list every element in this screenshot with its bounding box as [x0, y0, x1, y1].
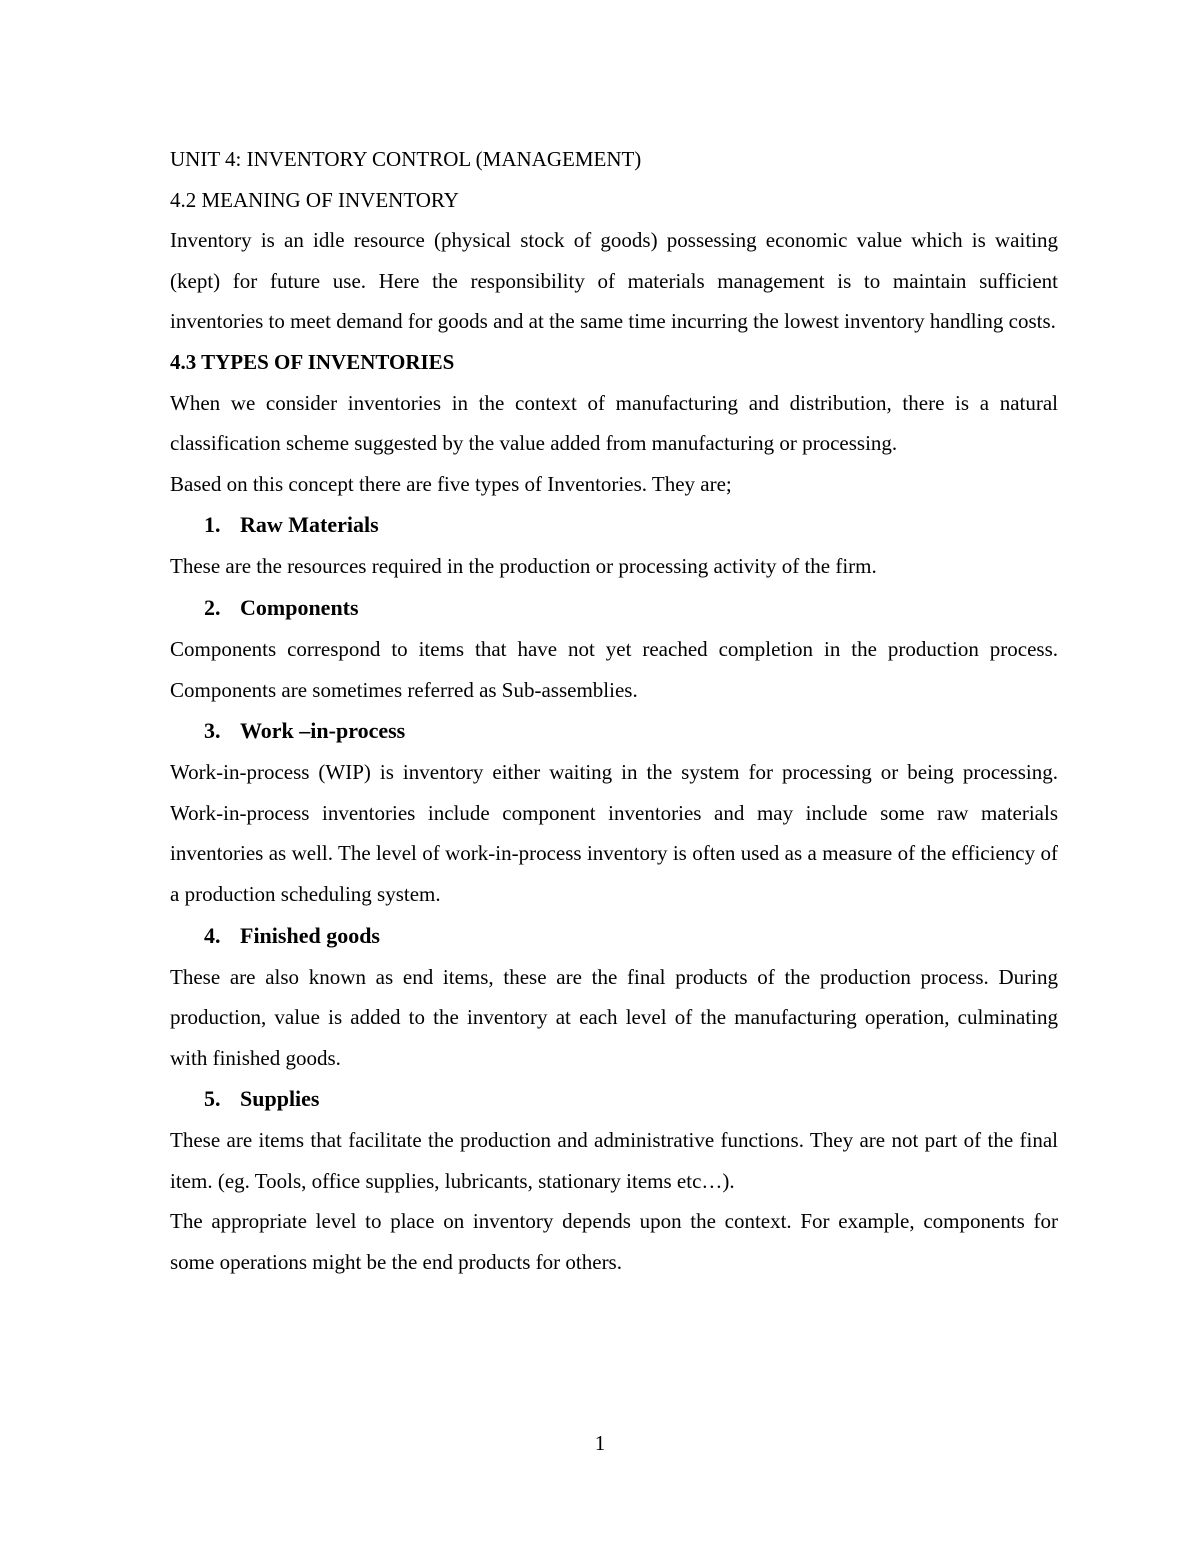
- list-item: [170, 504, 1058, 587]
- section-heading-types: 4.3 TYPES OF INVENTORIES: [170, 349, 455, 374]
- list-item-heading: [170, 915, 1058, 957]
- list-item: [170, 1078, 1058, 1201]
- list-item-title: Raw Materials: [240, 512, 379, 538]
- list-item-text: These are also known as end items, these are the final products of the production process. During production, value is added to the inventory at each level of the manufacturing operation, culminating with finished goods.: [170, 964, 1058, 1070]
- list-item-heading: [170, 1078, 1058, 1120]
- document-body: [170, 139, 1058, 1283]
- page-number: 1: [594, 1431, 606, 1455]
- list-item-heading: [170, 587, 1058, 629]
- list-item-number: 5.: [204, 1086, 221, 1112]
- list-item-number: 2.: [204, 594, 221, 620]
- paragraph-types-intro-tail: Based on this concept there are five types of Inventories. They are;: [170, 471, 732, 496]
- list-item-text: Work-in-process (WIP) is inventory either waiting in the system for processing or being processing. Work-in-process inventories include component inventories and may include some raw materials inventories as well. The level of work-in-process inventory is often used as a measure of the efficiency of a production scheduling system.: [170, 760, 1058, 906]
- list-item-text: These are the resources required in the production or processing activity of the firm.: [170, 554, 877, 579]
- list-item-heading: [170, 710, 1058, 752]
- paragraph-types-intro: When we consider inventories in the context of manufacturing and distribution, there is a natural classification scheme suggested by the value added from manufacturing or processing.: [170, 390, 1058, 456]
- list-item-number: 3.: [204, 718, 221, 744]
- list-item-title: Finished goods: [240, 922, 380, 948]
- paragraph-meaning: Inventory is an idle resource (physical stock of goods) possessing economic value which is waiting (kept) for future use. Here the responsibility of materials management is to maintain sufficient inventories to meet demand for goods and at the same time incurring the lowest inventory handling costs.: [170, 228, 1058, 334]
- list-item: [170, 710, 1058, 914]
- list-item-text: These are items that facilitate the production and administrative functions. They are not part of the final item. (eg. Tools, office supplies, lubricants, stationary items etc…).: [170, 1128, 1058, 1193]
- list-item-title: Supplies: [240, 1086, 320, 1112]
- list-item-number: 1.: [204, 512, 221, 538]
- list-item-title: Components: [240, 594, 359, 620]
- inventory-types-list: [170, 504, 1058, 1201]
- list-item-title: Work –in-process: [240, 718, 406, 744]
- list-item-number: 4.: [204, 922, 221, 948]
- list-item: [170, 915, 1058, 1079]
- unit-title: UNIT 4: INVENTORY CONTROL (MANAGEMENT): [170, 147, 642, 171]
- paragraph-closing: The appropriate level to place on inventory depends upon the context. For example, components for some operations might be the end products for others.: [170, 1209, 1058, 1275]
- list-item-text: Components correspond to items that have not yet reached completion in the production process. Components are sometimes referred as Sub-assemblies.: [170, 636, 1058, 702]
- list-item: [170, 587, 1058, 710]
- section-heading-meaning: 4.2 MEANING OF INVENTORY: [170, 187, 459, 212]
- list-item-heading: [170, 504, 1058, 546]
